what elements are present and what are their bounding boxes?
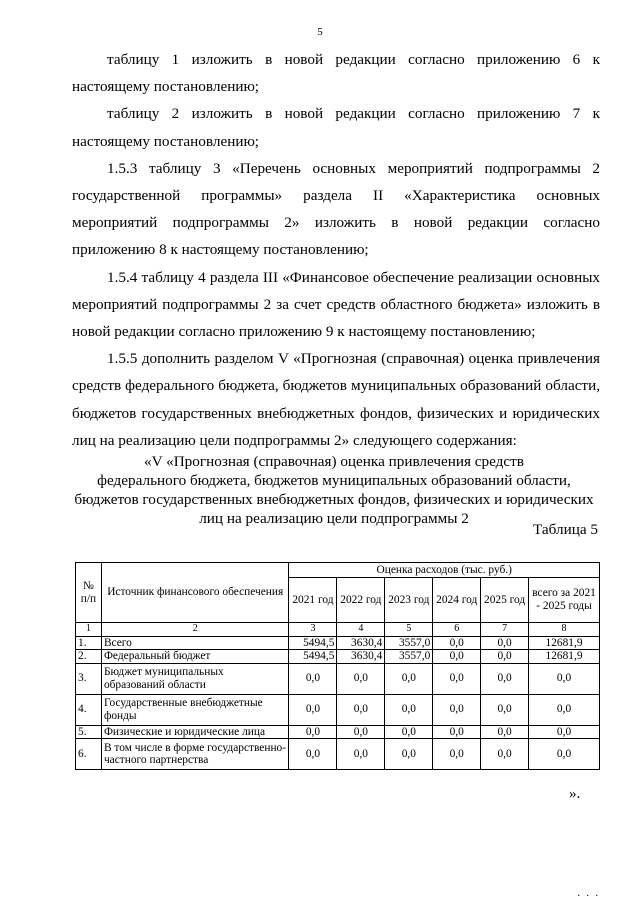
value-cell: 3557,0 bbox=[385, 650, 433, 664]
table-row bbox=[76, 650, 600, 664]
value-cell: 0,0 bbox=[529, 739, 600, 770]
row-number: 5. bbox=[76, 725, 102, 739]
paragraph: 1.5.5 дополнить разделом V «Прогнозная (справочная) оценка привлечения средств федерального бюджета, бюджетов муниципальных образований области, бюджетов государственных внебюджетных фондов, физических и юридических лиц на реализацию цели подпрограммы 2» следующего содержания: bbox=[72, 350, 600, 449]
value-cell: 3557,0 bbox=[385, 636, 433, 650]
closing-quote: ». bbox=[569, 785, 581, 802]
table-row bbox=[76, 725, 600, 739]
paragraph: таблицу 2 изложить в новой редакции согласно приложению 7 к настоящему постановлению; bbox=[72, 105, 600, 150]
header-year: 2022 год bbox=[337, 578, 385, 623]
value-cell: 0,0 bbox=[337, 739, 385, 770]
corner-marks: . . . bbox=[577, 888, 600, 899]
table-header-row bbox=[76, 563, 600, 578]
row-source: В том числе в форме государственно-частного партнерства bbox=[101, 739, 289, 770]
value-cell: 0,0 bbox=[481, 739, 529, 770]
value-cell: 0,0 bbox=[481, 663, 529, 694]
column-number: 5 bbox=[385, 623, 433, 637]
row-number: 1. bbox=[76, 636, 102, 650]
table-row bbox=[76, 739, 600, 770]
table-row bbox=[76, 636, 600, 650]
header-number: № п/п bbox=[76, 563, 102, 623]
section-heading-line: федерального бюджета, бюджетов муниципальных образований области, bbox=[97, 472, 571, 489]
header-year: 2021 год bbox=[289, 578, 337, 623]
value-cell: 0,0 bbox=[481, 694, 529, 725]
table-row bbox=[76, 663, 600, 694]
column-number: 1 bbox=[76, 623, 102, 637]
paragraph: 1.5.3 таблицу 3 «Перечень основных мероприятий подпрограммы 2 государственной программы» раздела II «Характеристика основных мероприятий подпрограммы 2» изложить в новой редакции согласно приложению 8 к настоящему постановлению; bbox=[72, 159, 600, 259]
value-cell: 0,0 bbox=[529, 694, 600, 725]
value-cell: 12681,9 bbox=[529, 636, 600, 650]
value-cell: 0,0 bbox=[433, 739, 481, 770]
section-heading-line: лиц на реализацию цели подпрограммы 2 bbox=[199, 510, 469, 527]
column-number: 3 bbox=[289, 623, 337, 637]
header-total: всего за 2021 - 2025 годы bbox=[529, 578, 600, 623]
value-cell: 0,0 bbox=[289, 739, 337, 770]
value-cell: 0,0 bbox=[385, 663, 433, 694]
value-cell: 0,0 bbox=[481, 636, 529, 650]
paragraph: таблицу 1 изложить в новой редакции согласно приложению 6 к настоящему постановлению; bbox=[72, 51, 600, 96]
value-cell: 0,0 bbox=[385, 739, 433, 770]
table-caption: Таблица 5 bbox=[533, 521, 598, 538]
row-number: 2. bbox=[76, 650, 102, 664]
value-cell: 0,0 bbox=[385, 694, 433, 725]
value-cell: 0,0 bbox=[289, 663, 337, 694]
header-estimate: Оценка расходов (тыс. руб.) bbox=[289, 563, 600, 578]
value-cell: 5494,5 bbox=[289, 650, 337, 664]
row-source: Государственные внебюджетные фонды bbox=[101, 694, 289, 725]
header-year: 2024 год bbox=[433, 578, 481, 623]
table-row bbox=[76, 694, 600, 725]
value-cell: 0,0 bbox=[337, 663, 385, 694]
column-number: 6 bbox=[433, 623, 481, 637]
row-source: Бюджет муниципальных образований области bbox=[101, 663, 289, 694]
column-number: 7 bbox=[481, 623, 529, 637]
value-cell: 0,0 bbox=[385, 725, 433, 739]
value-cell: 0,0 bbox=[529, 663, 600, 694]
value-cell: 0,0 bbox=[337, 694, 385, 725]
value-cell: 5494,5 bbox=[289, 636, 337, 650]
column-number: 8 bbox=[529, 623, 600, 637]
section-heading bbox=[60, 452, 608, 528]
value-cell: 0,0 bbox=[433, 650, 481, 664]
header-year: 2025 год bbox=[481, 578, 529, 623]
value-cell: 0,0 bbox=[337, 725, 385, 739]
value-cell: 3630,4 bbox=[337, 636, 385, 650]
value-cell: 0,0 bbox=[289, 694, 337, 725]
paragraph: 1.5.4 таблицу 4 раздела III «Финансовое обеспечение реализации основных мероприятий подпрограммы 2 за счет средств областного бюджета» изложить в новой редакции согласно приложению 9 к настоящему постановлению; bbox=[72, 268, 600, 341]
value-cell: 0,0 bbox=[433, 694, 481, 725]
row-number: 3. bbox=[76, 663, 102, 694]
value-cell: 0,0 bbox=[433, 725, 481, 739]
page-number: 5 bbox=[317, 26, 323, 38]
value-cell: 0,0 bbox=[529, 725, 600, 739]
value-cell: 0,0 bbox=[433, 636, 481, 650]
section-heading-line: «V «Прогнозная (справочная) оценка привлечения средств bbox=[144, 453, 524, 470]
row-source: Всего bbox=[101, 636, 289, 650]
row-number: 6. bbox=[76, 739, 102, 770]
finance-table bbox=[75, 562, 600, 770]
row-source: Федеральный бюджет bbox=[101, 650, 289, 664]
row-source: Физические и юридические лица bbox=[101, 725, 289, 739]
value-cell: 0,0 bbox=[481, 650, 529, 664]
body-text bbox=[72, 46, 600, 454]
row-number: 4. bbox=[76, 694, 102, 725]
value-cell: 3630,4 bbox=[337, 650, 385, 664]
header-source: Источник финансового обеспечения bbox=[101, 563, 289, 623]
column-number: 4 bbox=[337, 623, 385, 637]
value-cell: 12681,9 bbox=[529, 650, 600, 664]
column-numbers-row bbox=[76, 623, 600, 637]
value-cell: 0,0 bbox=[433, 663, 481, 694]
column-number: 2 bbox=[101, 623, 289, 637]
value-cell: 0,0 bbox=[481, 725, 529, 739]
value-cell: 0,0 bbox=[289, 725, 337, 739]
header-year: 2023 год bbox=[385, 578, 433, 623]
section-heading-line: бюджетов государственных внебюджетных фондов, физических и юридических bbox=[74, 491, 594, 508]
